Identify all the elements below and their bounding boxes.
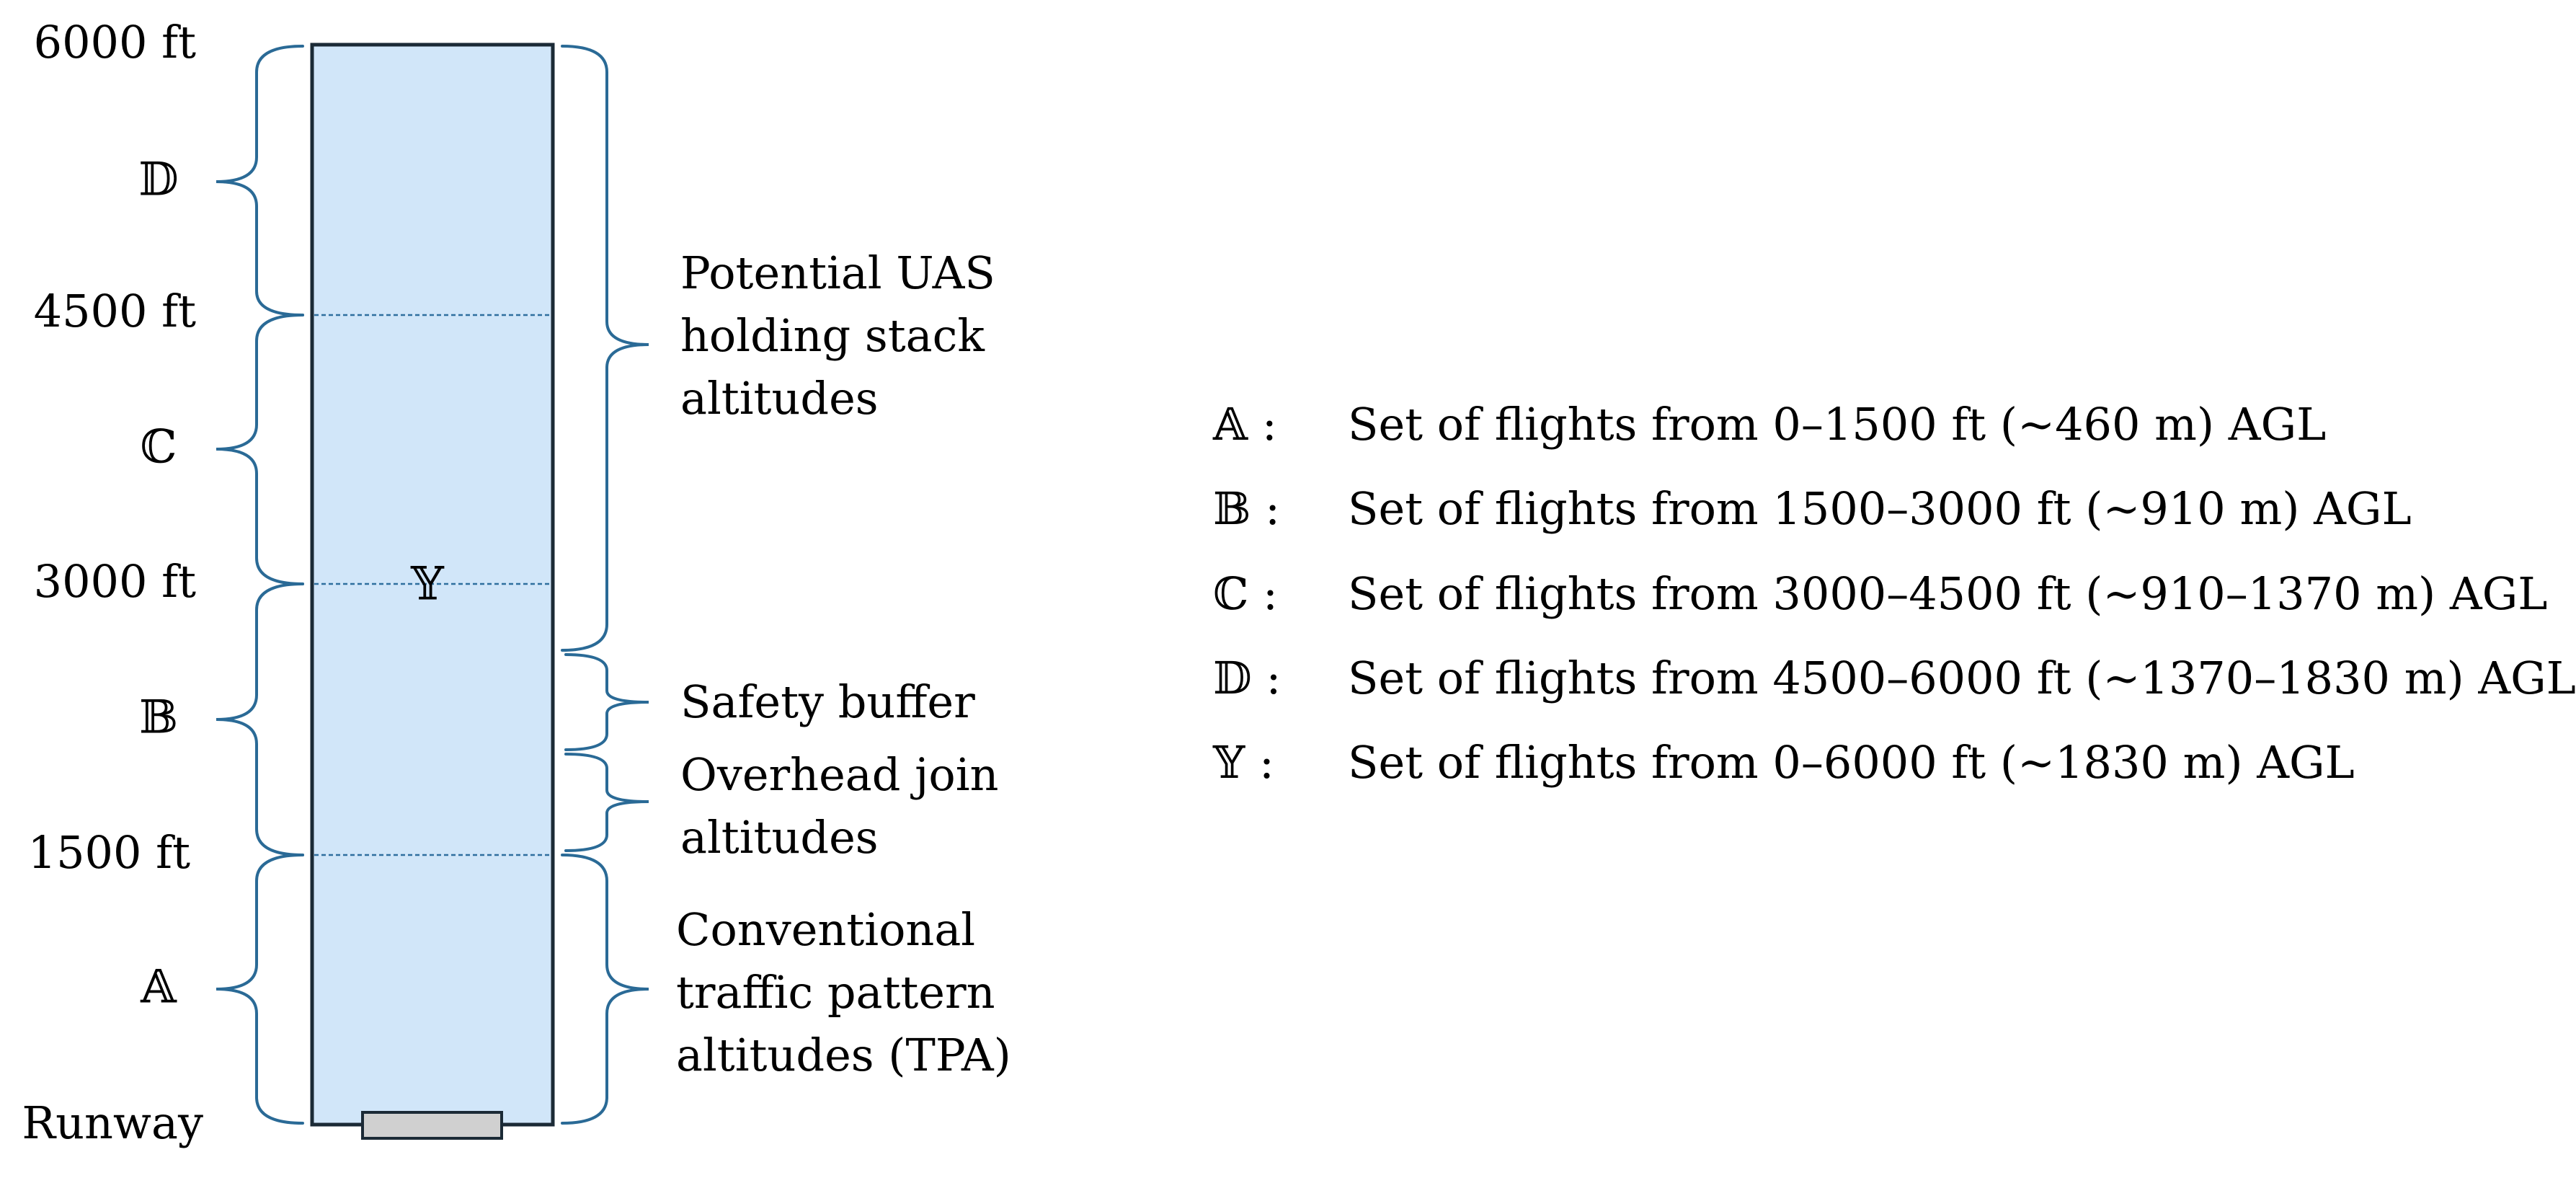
altitude-label-4500: 4500 ft: [33, 285, 196, 338]
altitude-label-3000: 3000 ft: [33, 555, 196, 608]
brace-overhead-join: [566, 754, 649, 851]
region-label-safety-buffer: Safety buffer: [680, 675, 975, 728]
legend: [1212, 398, 2576, 789]
brace-tpa: [562, 855, 649, 1123]
legend-key-a: 𝔸 :: [1213, 398, 1277, 451]
region-label-tpa: Conventional traffic pattern altitudes (TPA): [676, 903, 1011, 1081]
band-letter-b: 𝔹: [138, 691, 179, 745]
altitude-label-1500: 1500 ft: [27, 826, 190, 880]
region-label-uas-stack: Potential UAS holding stack altitudes: [680, 247, 995, 425]
legend-text-c: Set of flights from 3000–4500 ft (~910–1370 m) AGL: [1348, 567, 2548, 620]
runway-label: Runway: [22, 1096, 203, 1150]
band-letter-a: 𝔸: [141, 960, 177, 1014]
legend-text-b: Set of flights from 1500–3000 ft (~910 m) AGL: [1348, 482, 2412, 535]
legend-text-a: Set of flights from 0–1500 ft (~460 m) AGL: [1348, 398, 2327, 451]
legend-key-y: 𝕐 :: [1213, 736, 1274, 789]
legend-key-c: ℂ :: [1213, 567, 1278, 620]
brace-d: [216, 46, 303, 315]
brace-uas-stack: [562, 46, 649, 650]
runway-bar: [363, 1112, 502, 1138]
legend-key-d: 𝔻 :: [1213, 652, 1282, 704]
legend-key-b: 𝔹 :: [1213, 482, 1280, 535]
band-letter-d: 𝔻: [138, 153, 179, 207]
brace-a: [216, 855, 303, 1123]
brace-safety-buffer: [566, 655, 649, 750]
brace-b: [216, 584, 303, 855]
band-letter-c: ℂ: [140, 420, 177, 474]
altitude-label-6000: 6000 ft: [33, 16, 196, 69]
legend-text-d: Set of flights from 4500–6000 ft (~1370–1830 m) AGL: [1348, 652, 2576, 704]
band-letter-y: 𝕐: [411, 557, 444, 611]
legend-text-y: Set of flights from 0–6000 ft (~1830 m) AGL: [1348, 736, 2355, 789]
region-label-overhead-join: Overhead join altitudes: [680, 748, 999, 864]
brace-c: [216, 315, 303, 584]
